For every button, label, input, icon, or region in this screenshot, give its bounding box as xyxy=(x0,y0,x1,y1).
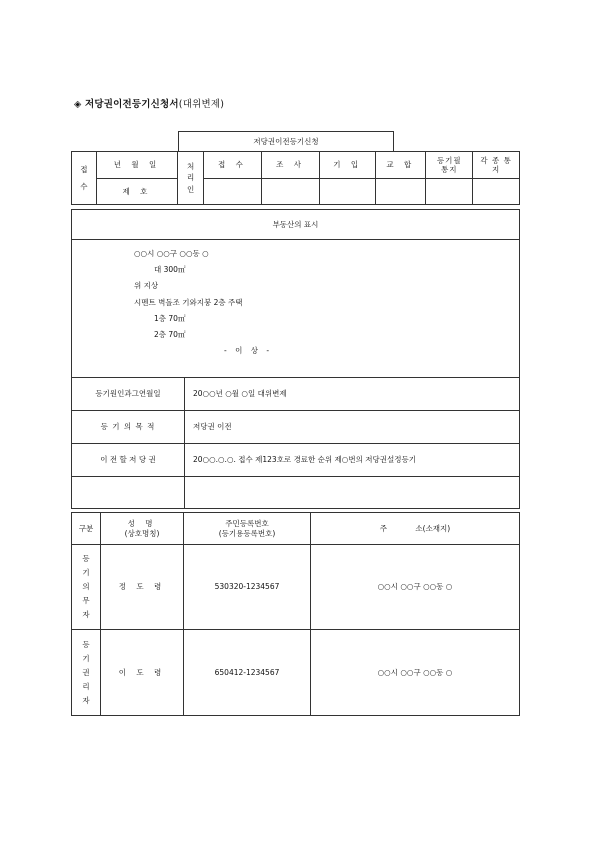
receipt-giip-header: 기 입 xyxy=(320,152,376,179)
receipt-table xyxy=(71,151,520,205)
parties-id-sublabel: (등기용등록번호) xyxy=(218,528,276,538)
receipt-caption-box xyxy=(178,131,394,152)
transfer-value: 20○○.○.○. 접수 제123호로 경료한 순위 제○번의 저당권설정등기 xyxy=(185,444,520,477)
cause-value: 20○○년 ○월 ○일 대위변제 xyxy=(185,378,520,411)
receipt-josa-header: 조 사 xyxy=(262,152,320,179)
property-header-box xyxy=(71,209,520,240)
receipt-kinds-cell xyxy=(473,179,520,205)
receipt-giip-cell xyxy=(320,179,376,205)
party-role-rightholder-label: 등기권리자 xyxy=(82,639,90,705)
property-line-building: 시멘트 벽돌조 기와지붕 2층 주택 xyxy=(134,297,243,307)
property-lines xyxy=(134,246,272,359)
property-description-box xyxy=(71,238,520,378)
party-address-obligor: ○○시 ○○구 ○○동 ○ xyxy=(311,545,520,630)
parties-id-label: 주민등록번호 xyxy=(225,519,269,529)
parties-kind-header: 구분 xyxy=(72,513,101,545)
property-line-above: 위 지상 xyxy=(134,281,159,291)
receipt-date-header: 년 월 일 xyxy=(96,152,178,179)
receipt-josa-cell xyxy=(262,179,320,205)
parties-name-label: 성 명 xyxy=(127,519,157,529)
receipt-jeopsu-header: 접 수 xyxy=(203,152,261,179)
purpose-label: 등 기 의 목 적 xyxy=(72,411,185,444)
receipt-label-bottom: 수 xyxy=(80,182,88,191)
info-table xyxy=(71,377,520,509)
receipt-label xyxy=(72,152,97,205)
receipt-label-top: 접 xyxy=(80,164,88,174)
blank-label-cell xyxy=(72,477,185,509)
form-title-sub: (대위변제) xyxy=(178,99,225,110)
receipt-kinds-label: 각 종 통 지 xyxy=(480,155,512,174)
party-id-rightholder: 650412-1234567 xyxy=(184,630,311,716)
property-line-floor2: 2층 70㎡ xyxy=(154,330,186,340)
receipt-notice-header xyxy=(426,152,473,179)
party-name-obligor: 정 도 령 xyxy=(101,545,184,630)
parties-name-header xyxy=(101,513,184,545)
receipt-kinds-header xyxy=(473,152,520,179)
form-title-main: ◈ 저당권이전등기신청서 xyxy=(74,99,179,110)
party-address-rightholder: ○○시 ○○구 ○○동 ○ xyxy=(311,630,520,716)
receipt-number-header: 제 호 xyxy=(96,179,178,205)
receipt-gyohap-header: 교 합 xyxy=(376,152,426,179)
receipt-process-label: 처리인 xyxy=(186,162,195,194)
parties-name-sublabel: (상호명칭) xyxy=(124,528,160,538)
parties-table xyxy=(71,512,520,716)
parties-address-label: 주 소(소재지) xyxy=(379,523,451,533)
party-name-rightholder: 이 도 령 xyxy=(101,630,184,716)
party-role-obligor xyxy=(72,545,101,630)
property-header: 부동산의 표시 xyxy=(272,220,319,229)
receipt-caption: 저당권이전등기신청 xyxy=(253,137,319,146)
party-role-obligor-label: 등기의무자 xyxy=(82,554,90,619)
property-line-address: ○○시 ○○구 ○○동 ○ xyxy=(134,249,209,258)
table-row xyxy=(72,630,520,716)
receipt-notice-label: 등기필통지 xyxy=(436,155,462,174)
receipt-gyohap-cell xyxy=(376,179,426,205)
table-row xyxy=(72,545,520,630)
receipt-jeopsu-cell xyxy=(203,179,261,205)
parties-id-header xyxy=(184,513,311,545)
cause-label: 등기원인과그연월일 xyxy=(72,378,185,411)
transfer-label: 이 전 할 저 당 권 xyxy=(72,444,185,477)
receipt-notice-cell xyxy=(426,179,473,205)
property-line-floor1: 1층 70㎡ xyxy=(154,313,186,323)
form-title xyxy=(74,96,224,110)
party-id-obligor: 530320-1234567 xyxy=(184,545,311,630)
party-role-rightholder xyxy=(72,630,101,716)
blank-value-cell xyxy=(185,477,520,509)
property-line-land: 대 300㎡ xyxy=(154,265,186,275)
property-line-end: - 이 상 - xyxy=(224,346,273,356)
receipt-process-header xyxy=(178,152,204,205)
parties-address-header xyxy=(311,513,520,545)
purpose-value: 저당권 이전 xyxy=(185,411,520,444)
